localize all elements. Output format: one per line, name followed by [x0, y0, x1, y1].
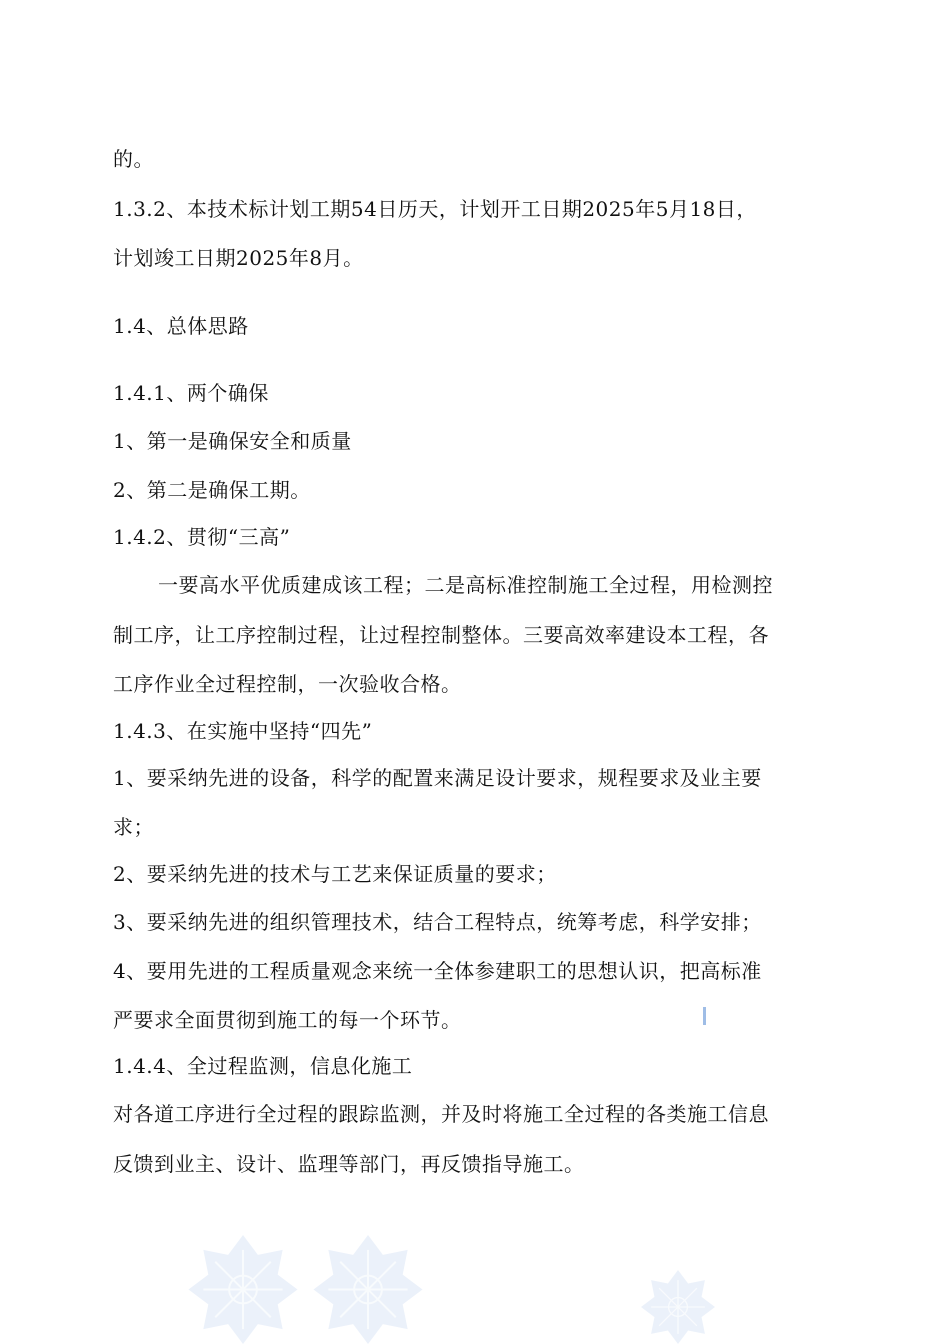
list-item: 1、第一是确保安全和质量	[113, 429, 352, 453]
snowflake-watermark-icon	[640, 1270, 716, 1344]
list-item: 4、要用先进的工程质量观念来统一全体参建职工的思想认识，把高标准	[113, 959, 762, 983]
paragraph-line: 工序作业全过程控制，一次验收合格。	[113, 672, 462, 696]
snowflake-watermark-icon	[313, 1235, 423, 1344]
subsection-heading-1-4-4: 1.4.4、全过程监测，信息化施工	[113, 1054, 413, 1078]
paragraph-line: 制工序，让工序控制过程，让过程控制整体。三要高效率建设本工程，各	[113, 623, 769, 647]
section-heading-1-4: 1.4、总体思路	[113, 314, 249, 338]
list-item: 3、要采纳先进的组织管理技术，结合工程特点，统筹考虑，科学安排；	[113, 910, 762, 934]
subsection-heading-1-4-1: 1.4.1、两个确保	[113, 381, 269, 405]
paragraph-line: 反馈到业主、设计、监理等部门，再反馈指导施工。	[113, 1152, 585, 1176]
text-line-3: 计划竣工日期2025年8月。	[113, 246, 364, 270]
subsection-heading-1-4-2: 1.4.2、贯彻“三高”	[113, 525, 291, 549]
paragraph-line: 一要高水平优质建成该工程；二是高标准控制施工全过程，用检测控	[158, 573, 773, 597]
list-item: 2、第二是确保工期。	[113, 478, 311, 502]
list-item: 1、要采纳先进的设备，科学的配置来满足设计要求，规程要求及业主要	[113, 766, 762, 790]
text-line-1: 的。	[113, 147, 154, 171]
list-item: 2、要采纳先进的技术与工艺来保证质量的要求；	[113, 862, 557, 886]
subsection-heading-1-4-3: 1.4.3、在实施中坚持“四先”	[113, 719, 373, 743]
text-cursor-mark	[703, 1007, 706, 1025]
snowflake-watermark-icon	[188, 1235, 298, 1344]
list-item-continuation: 严要求全面贯彻到施工的每一个环节。	[113, 1008, 462, 1032]
list-item-continuation: 求；	[113, 815, 154, 839]
paragraph-line: 对各道工序进行全过程的跟踪监测，并及时将施工全过程的各类施工信息	[113, 1102, 769, 1126]
text-line-2: 1.3.2、本技术标计划工期54日历天，计划开工日期2025年5月18日，	[113, 197, 757, 221]
